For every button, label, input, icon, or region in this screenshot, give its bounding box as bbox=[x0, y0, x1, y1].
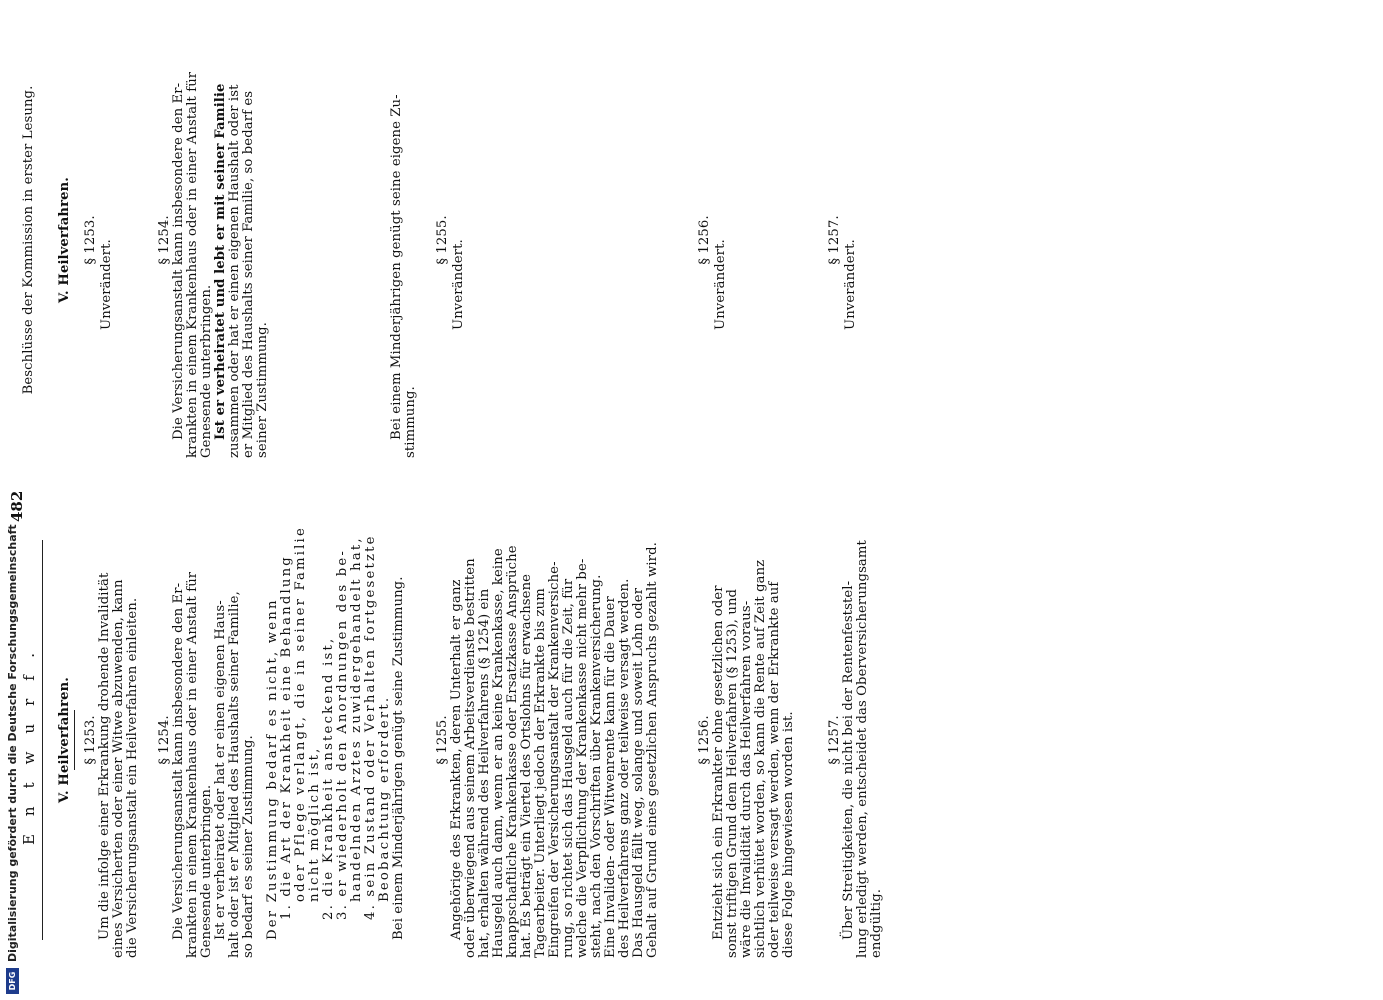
draft-title: Entwurf. bbox=[20, 634, 38, 846]
text-line: seiner Zustimmung. bbox=[255, 322, 270, 458]
text-line: wäre die Invalidität durch das Heilverfahren voraus- bbox=[739, 600, 754, 958]
paragraph-number: § 1254. bbox=[157, 215, 172, 265]
text-line: sonst triftigen Grund dem Heilverfahren (§ 1253), und bbox=[725, 588, 740, 958]
text-line: endgültig. bbox=[869, 888, 884, 958]
text-line: Die Versicherungsanstalt kann insbesondere den Er- bbox=[171, 82, 186, 440]
text-line: rung, so richtet sich das Hausgeld auch für die Zeit, für bbox=[561, 578, 576, 958]
commission-section-heading: V. Heilverfahren. bbox=[57, 177, 72, 304]
list-item: 2. die Krankheit ansteckend ist, bbox=[321, 636, 336, 920]
text-line: eines Versicherten oder einer Witwe abzuwenden, kann bbox=[111, 579, 126, 958]
page-number: 482 bbox=[8, 490, 26, 522]
paragraph-number: § 1256. bbox=[697, 215, 712, 265]
list-item: oder Pflege verlangt, die in seiner Familie bbox=[293, 526, 308, 902]
paragraph-number: § 1256. bbox=[697, 715, 712, 765]
text-line: Unverändert. bbox=[451, 239, 466, 330]
text-line: Gehalt auf Grund eines gesetzlichen Anspruchs gezahlt wird. bbox=[645, 542, 660, 958]
text-line: Genesende unterbringen. bbox=[199, 784, 214, 958]
text-line: Das Hausgeld fällt weg, solange und soweit Lohn oder bbox=[631, 587, 646, 958]
text-line: Der Zustimmung bedarf es nicht, wenn bbox=[265, 598, 280, 940]
text-line: Bei einem Minderjährigen genügt seine Zustimmung. bbox=[391, 576, 406, 940]
dfg-logo-icon: DFG bbox=[6, 968, 19, 994]
draft-column bbox=[0, 480, 1383, 1000]
text-line: Genesende unterbringen. bbox=[199, 284, 214, 458]
text-line: Die Versicherungsanstalt kann insbesondere den Er- bbox=[171, 582, 186, 940]
text-line: sichtlich verhütet worden, so kann die Rente auf Zeit ganz bbox=[753, 559, 768, 958]
list-item: Beobachtung erfordert. bbox=[377, 695, 392, 902]
text-line: knappschaftliche Krankenkasse oder Ersatzkasse Ansprüche bbox=[505, 545, 520, 958]
paragraph-number: § 1257. bbox=[827, 215, 842, 265]
text-line: krankten in einem Krankenhaus oder in einer Anstalt für bbox=[185, 571, 200, 958]
text-line: Ist er verheiratet und lebt er mit seiner Familie bbox=[213, 83, 228, 440]
text-line: Über Streitigkeiten, die nicht bei der Rentenfeststel- bbox=[841, 580, 856, 940]
text-line: Tagearbeiter. Unterliegt jedoch der Erkrankte bis zum bbox=[533, 588, 548, 958]
text-line: Unverändert. bbox=[99, 239, 114, 330]
text-line: Bei einem Minderjährigen genügt seine eigene Zu- bbox=[389, 94, 404, 440]
paragraph-number: § 1255. bbox=[435, 215, 450, 265]
list-item: 3. er wiederholt den Anordnungen des be- bbox=[335, 548, 350, 920]
text-line: oder teilweise versagt werden, wenn der Erkrankte auf bbox=[767, 581, 782, 958]
text-line: die Versicherungsanstalt ein Heilverfahren einleiten. bbox=[125, 597, 140, 958]
commission-column bbox=[0, 0, 1383, 480]
text-line: Entzieht sich ein Erkrankter ohne gesetzlichen oder bbox=[711, 585, 726, 940]
paragraph-number: § 1253. bbox=[83, 715, 98, 765]
text-line: lung erledigt werden, entscheidet das Oberversicherungsamt bbox=[855, 540, 870, 958]
text-line: oder überwiegend aus seinem Arbeitsverdienste bestritten bbox=[463, 558, 478, 958]
text-line: zusammen oder hat er einen eigenen Haushalt oder ist bbox=[227, 84, 242, 458]
text-line: Ist er verheiratet oder hat er einen eigenen Haus- bbox=[213, 600, 228, 940]
text-line: steht, nach den Vorschriften über Krankenversicherung. bbox=[589, 574, 604, 958]
text-line: krankten in einem Krankenhaus oder in einer Anstalt für bbox=[185, 71, 200, 458]
paragraph-number: § 1253. bbox=[83, 215, 98, 265]
credit-text: Digitalisierung gefördert durch die Deutsche Forschungsgemeinschaft bbox=[5, 524, 19, 962]
list-item: nicht möglich ist, bbox=[307, 746, 322, 902]
digitization-credit bbox=[0, 0, 24, 1000]
list-item: handelnden Arztes zuwidergehandelt hat, bbox=[349, 536, 364, 902]
text-line: so bedarf es seiner Zustimmung. bbox=[241, 735, 256, 958]
text-line: Unverändert. bbox=[843, 239, 858, 330]
text-line: diese Folge hingewiesen worden ist. bbox=[781, 711, 796, 958]
text-line: Unverändert. bbox=[713, 239, 728, 330]
text-line: stimmung. bbox=[403, 386, 418, 458]
text-line: welche die Verpflichtung der Krankenkasse nicht mehr be- bbox=[575, 558, 590, 958]
text-line: hat, erhalten während des Heilverfahrens (§ 1254) ein bbox=[477, 588, 492, 958]
paragraph-number: § 1257. bbox=[827, 715, 842, 765]
commission-title: Beschlüsse der Kommission in erster Lesung. bbox=[21, 85, 36, 395]
text-line: Um die infolge einer Erkrankung drohende Invalidität bbox=[97, 572, 112, 940]
text-line: des Heilverfahrens ganz oder teilweise versagt werden. bbox=[617, 578, 632, 958]
draft-section-heading: V. Heilverfahren. bbox=[57, 677, 72, 804]
text-line: Hausgeld auch dann, wenn er an keine Krankenkasse, keine bbox=[491, 548, 506, 958]
text-line: Angehörige des Erkrankten, deren Unterhalt er ganz bbox=[449, 579, 464, 940]
paragraph-number: § 1254. bbox=[157, 715, 172, 765]
text-line: halt oder ist er Mitglied des Haushalts seiner Familie, bbox=[227, 591, 242, 958]
text-line: Eingreifen der Versicherungsanstalt der Krankenversiche- bbox=[547, 561, 562, 958]
text-line: Eine Invaliden- oder Witwenrente kann für die Dauer bbox=[603, 596, 618, 958]
text-line: hat. Es beträgt ein Viertel des Ortslohns für erwachsene bbox=[519, 573, 534, 958]
list-item: 4. sein Zustand oder Verhalten fortgesetzte bbox=[363, 534, 378, 920]
title-rule bbox=[42, 540, 43, 940]
list-item: 1. die Art der Krankheit eine Behandlung bbox=[279, 555, 294, 920]
section-rule bbox=[74, 710, 75, 770]
paragraph-number: § 1255. bbox=[435, 715, 450, 765]
text-line: er Mitglied des Haushalts seiner Familie, so bedarf es bbox=[241, 90, 256, 458]
